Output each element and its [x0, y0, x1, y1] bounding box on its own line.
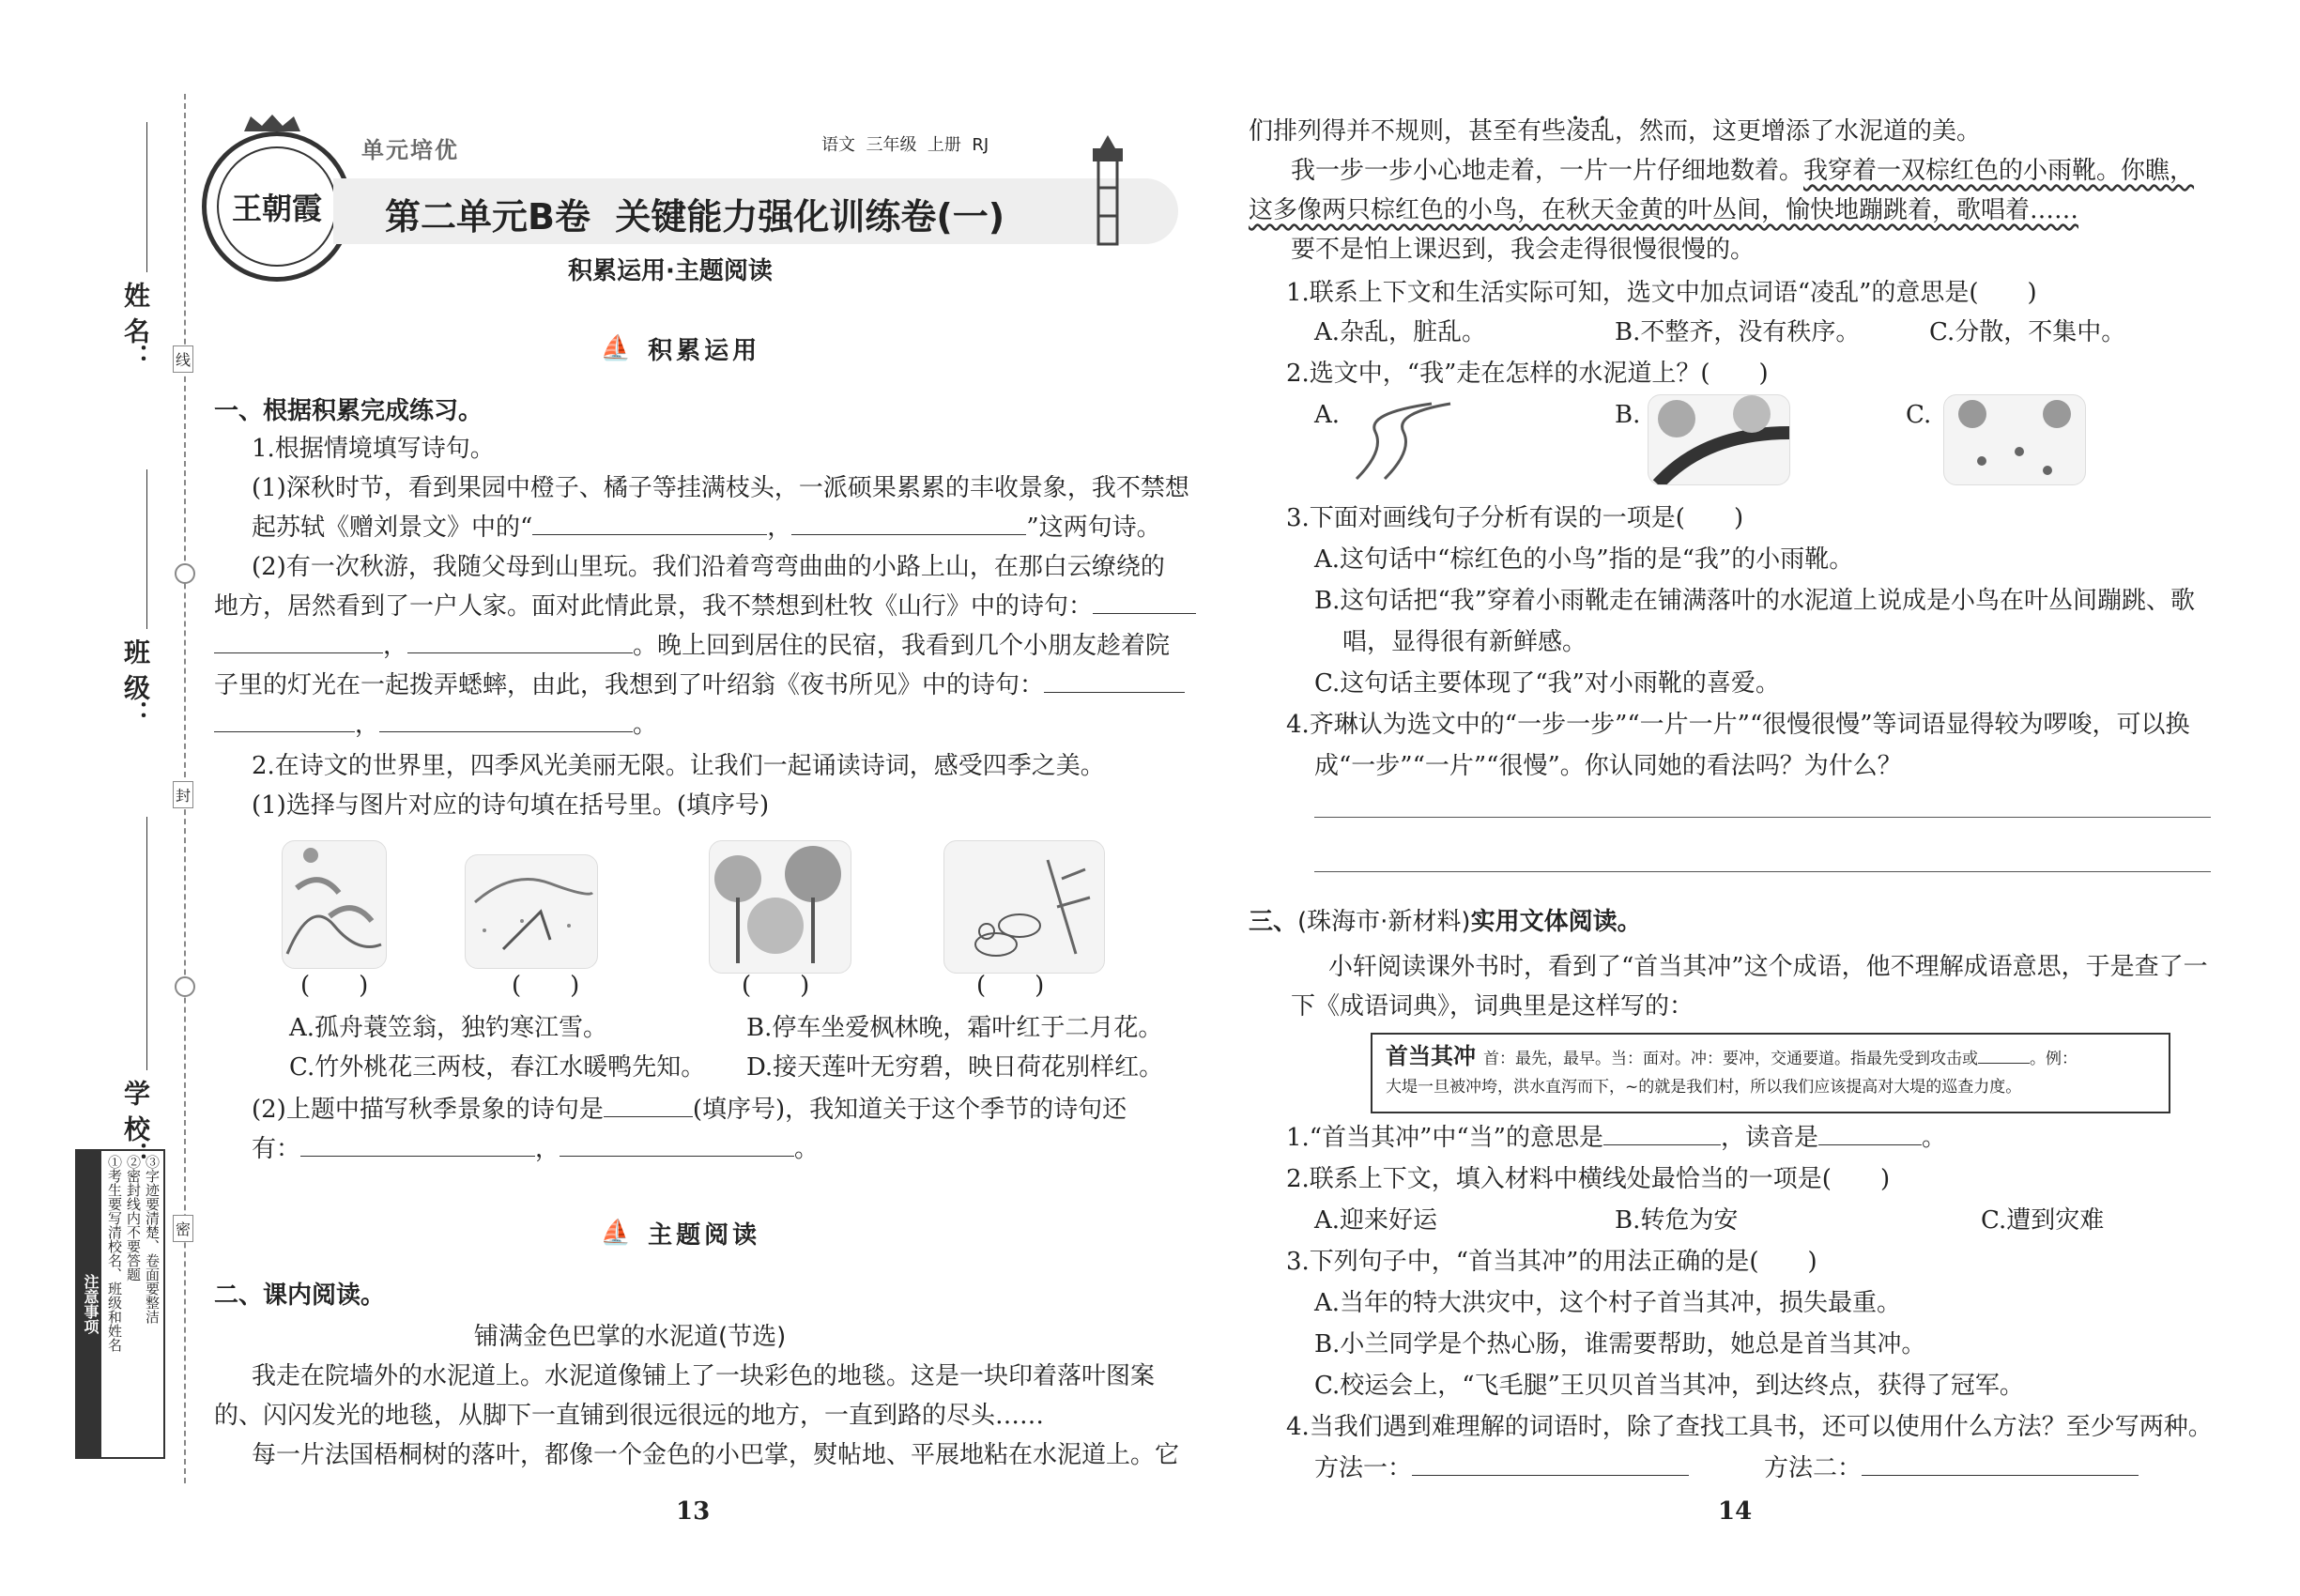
- s-q4-methods: 方法一： 方法二：: [1314, 1450, 2139, 1487]
- school-label: 学 校：: [120, 1080, 151, 1168]
- q3-p1-line1: 小轩阅读课外书时，看到了“首当其冲”这个成语，他不理解成语意思，于是查了一: [1328, 953, 2208, 981]
- q3-p1-line2: 下《成语词典》，词典里是这样写的：: [1291, 992, 1694, 1021]
- q1-2a: (1)选择与图片对应的诗句填在括号里。(填序号): [252, 791, 770, 820]
- brand-name: 王朝霞: [231, 191, 322, 226]
- q2-heading: 二、课内阅读。: [214, 1281, 386, 1310]
- picture-tree-road: [1648, 394, 1790, 485]
- notes-title: 注意事项: [77, 1151, 101, 1457]
- seal-char-2: 封: [173, 781, 193, 808]
- class-field[interactable]: [146, 469, 147, 629]
- dict-definition: 首：最先，最早。当：面对。冲：要冲，交通要道。指最先受到攻击或: [1483, 1050, 1978, 1068]
- name-label: 姓 名：: [120, 282, 151, 370]
- r-q1-a: A.杂乱，脏乱。: [1314, 318, 1487, 346]
- series-label: 单元培优: [361, 137, 459, 163]
- option-a: A.孤舟蓑笠翁，独钓寒江雪。: [289, 1014, 608, 1042]
- answer-blank[interactable]: [300, 1131, 535, 1157]
- seal-circle-2: [175, 976, 195, 997]
- sidebar: [0, 0, 192, 1596]
- q1-1b-line5: ， 。: [214, 706, 657, 744]
- boat-icon: ⛵: [600, 1219, 636, 1247]
- answer-blank[interactable]: [1603, 1120, 1721, 1145]
- seal-char-3: 密: [173, 1215, 193, 1242]
- dotted-word: • • 凌乱: [1566, 117, 1615, 146]
- answer-line[interactable]: [1314, 817, 2211, 818]
- s-q3-c: C.校运会上，“飞毛腿”王贝贝首当其冲，到达终点，获得了冠军。: [1314, 1372, 2024, 1400]
- r-q3-c: C.这句话主要体现了“我”对小雨靴的喜爱。: [1314, 669, 1780, 698]
- answer-blank[interactable]: [214, 628, 383, 653]
- q1-1: 1.根据情境填写诗句。: [252, 435, 495, 463]
- r-q1: 1.联系上下文和生活实际可知，选文中加点词语“凌乱”的意思是( ): [1286, 279, 2037, 307]
- note-2: ②密封线内不要答题: [125, 1155, 142, 1281]
- dict-word: 首当其冲: [1386, 1043, 1476, 1069]
- answer-blank[interactable]: [560, 1131, 794, 1157]
- brand-logo: [202, 131, 352, 282]
- page-number-right: 14: [1718, 1497, 1753, 1526]
- r-q4-line2: 成“一步”“一片”“很慢”。你认同她的看法吗？为什么？: [1314, 752, 1902, 780]
- q1-1b-line2: 地方，居然看到了一户人家。面对此情此景，我不禁想到杜牧《山行》中的诗句：: [214, 588, 1196, 625]
- s-q1: 1.“首当其冲”中“当”的意思是 ，读音是 。: [1286, 1119, 1946, 1157]
- picture-lotus: [465, 854, 598, 969]
- option-d: D.接天莲叶无穷碧，映日荷花别样红。: [746, 1053, 1164, 1082]
- dict-blank[interactable]: [1978, 1048, 2030, 1064]
- meta-label: 语文 三年级 上册 RJ: [821, 135, 989, 155]
- q1-2: 2.在诗文的世界里，四季风光美丽无限。让我们一起诵读诗词，感受四季之美。: [252, 752, 1105, 780]
- paren-1[interactable]: ( ): [300, 972, 369, 1000]
- r-q1-b: B.不整齐，没有秩序。: [1615, 318, 1861, 346]
- dict-example: 大堤一旦被冲垮，洪水直泻而下，~的就是我们村，所以我们应该提高对大堤的巡查力度。: [1386, 1078, 2022, 1097]
- answer-blank[interactable]: [1093, 589, 1196, 614]
- seal-char-1: 线: [173, 345, 193, 373]
- q1-1a-line1: (1)深秋时节，看到果园中橙子、橘子等挂满枝头，一派硕果累累的丰收景象，我不禁想: [252, 474, 1189, 502]
- answer-blank[interactable]: [791, 510, 1026, 535]
- dictionary-box: 首当其冲 首：最先，最早。当：面对。冲：要冲，交通要道。指最先受到攻击或 。例： 大堤一旦被冲垮，洪水直泻而下，~的就是我们村，所以我们应该提高对大堤的巡查力度。: [1371, 1033, 2170, 1113]
- lighthouse-icon: [1080, 131, 1136, 253]
- answer-blank[interactable]: [1818, 1120, 1922, 1145]
- crown-icon: [239, 113, 305, 133]
- r-q4-line1: 4.齐琳认为选文中的“一步一步”“一片一片”“很慢很慢”等词语显得较为啰唆，可以换: [1286, 711, 2190, 739]
- s-q2-c: C.遭到灾难: [1981, 1206, 2105, 1235]
- banner-theme-reading: ⛵ 主题阅读: [600, 1219, 761, 1250]
- passage-p2-line2: 们排列得并不规则，甚至有些• • 凌乱，然而，这更增添了水泥道的美。: [1249, 113, 1981, 150]
- s-q2: 2.联系上下文，填入材料中横线处最恰当的一项是( ): [1286, 1165, 1891, 1193]
- q1-1b-line1: (2)有一次秋游，我随父母到山里玩。我们沿着弯弯曲曲的小路上山，在那白云缭绕的: [252, 553, 1165, 581]
- r-q2-a: A.: [1314, 401, 1341, 429]
- r-q3-b-line1: B.这句话把“我”穿着小雨靴走在铺满落叶的水泥道上说成是小鸟在叶丛间蹦跳、歌: [1314, 587, 2195, 615]
- answer-blank[interactable]: [604, 1092, 693, 1117]
- note-3: ③字迹要清楚、卷面要整洁: [144, 1155, 161, 1324]
- page-subtitle: 积累运用·主题阅读: [568, 257, 773, 285]
- r-q1-c: C.分散，不集中。: [1929, 318, 2126, 346]
- answer-blank[interactable]: [1412, 1450, 1689, 1476]
- r-q2-c: C.: [1906, 401, 1932, 429]
- note-1: ①考生要写清校名、班级和姓名: [106, 1155, 123, 1352]
- q1-1b-line3: ， 。晚上回到居住的民宿，我看到几个小朋友趁着院: [214, 627, 1170, 665]
- passage-p1-line1: 我走在院墙外的水泥道上。水泥道像铺上了一块彩色的地毯。这是一块印着落叶图案: [252, 1362, 1156, 1390]
- boat-icon: ⛵: [600, 334, 636, 362]
- answer-blank[interactable]: [407, 628, 633, 653]
- s-q3: 3.下列句子中，“首当其冲”的用法正确的是( ): [1286, 1248, 1817, 1276]
- q1-2b-line2: 有： ， 。: [252, 1130, 819, 1168]
- picture-snow-fishing: [282, 840, 387, 969]
- passage-p3-line1: 我一步一步小心地走着，一片一片仔细地数着。我穿着一双棕红色的小雨靴。你瞧，: [1291, 157, 2195, 185]
- r-q3: 3.下面对画线句子分析有误的一项是( ): [1286, 504, 1744, 532]
- s-q2-b: B.转危为安: [1615, 1206, 1739, 1235]
- paren-3[interactable]: ( ): [742, 972, 810, 1000]
- s-q3-b: B.小兰同学是个热心肠，谁需要帮助，她总是首当其冲。: [1314, 1330, 1926, 1358]
- class-label: 班 级：: [120, 638, 151, 727]
- header: [202, 113, 1188, 300]
- q1-2b-line1: (2)上题中描写秋季景象的诗句是 (填序号)，我知道关于这个季节的诗句还: [252, 1091, 1127, 1128]
- answer-blank[interactable]: [214, 707, 355, 732]
- q1-heading: 一、根据积累完成练习。: [214, 397, 483, 425]
- s-q4: 4.当我们遇到难理解的词语时，除了查找工具书，还可以使用什么方法？至少写两种。: [1286, 1413, 2213, 1441]
- answer-line[interactable]: [1314, 871, 2211, 872]
- school-field[interactable]: [146, 817, 147, 1070]
- answer-blank[interactable]: [379, 707, 633, 732]
- r-q2: 2.选文中，“我”走在怎样的水泥道上？( ): [1286, 360, 1769, 388]
- option-b: B.停车坐爱枫林晚，霜叶红于二月花。: [746, 1014, 1163, 1042]
- notes-box: [75, 1149, 165, 1459]
- r-q3-b-line2: 唱，显得很有新鲜感。: [1342, 628, 1587, 656]
- banner-accumulation: ⛵ 积累运用: [600, 334, 761, 365]
- answer-blank[interactable]: [1044, 668, 1185, 693]
- page-number-left: 13: [676, 1497, 711, 1526]
- s-q3-a: A.当年的特大洪灾中，这个村子首当其冲，损失最重。: [1314, 1289, 1902, 1317]
- passage-p3-line2: 这多像两只棕红色的小鸟，在秋天金黄的叶丛间，愉快地蹦跳着，歌唱着……: [1249, 196, 2079, 224]
- q1-1a-line2: 起苏轼《赠刘景文》中的“ ， ”这两句诗。: [252, 509, 1161, 546]
- r-q3-a: A.这句话中“棕红色的小鸟”指的是“我”的小雨靴。: [1314, 545, 1854, 574]
- picture-maple: [709, 840, 851, 974]
- paren-4[interactable]: ( ): [976, 972, 1045, 1000]
- page-title: 第二单元B卷 关键能力强化训练卷(一): [385, 196, 1005, 238]
- r-q2-b: B.: [1615, 401, 1641, 429]
- name-field[interactable]: [146, 122, 147, 272]
- answer-blank[interactable]: [1862, 1450, 2139, 1476]
- answer-blank[interactable]: [532, 510, 767, 535]
- underlined-sentence: 我穿着一双棕红色的小雨靴。你瞧，: [1803, 157, 2195, 185]
- s-q2-a: A.迎来好运: [1314, 1206, 1438, 1235]
- picture-leafy-path: [1943, 394, 2086, 485]
- seal-circle-1: [175, 563, 195, 584]
- passage-p4: 要不是怕上课迟到，我会走得很慢很慢的。: [1291, 236, 1756, 264]
- passage-p2-line1: 每一片法国梧桐树的落叶，都像一个金色的小巴掌，熨帖地、平展地粘在水泥道上。它: [252, 1441, 1180, 1469]
- picture-spring-duck: [943, 840, 1105, 974]
- passage-p1-line2: 的、闪闪发光的地毯，从脚下一直铺到很远很远的地方，一直到路的尽头……: [214, 1402, 1045, 1430]
- picture-winding-path: [1347, 394, 1464, 483]
- paren-2[interactable]: ( ): [512, 972, 580, 1000]
- option-c: C.竹外桃花三两枝，春江水暖鸭先知。: [289, 1053, 706, 1082]
- passage-title: 铺满金色巴掌的水泥道(节选): [474, 1323, 787, 1351]
- q1-1b-line4: 子里的灯光在一起拨弄蟋蟀，由此，我想到了叶绍翁《夜书所见》中的诗句：: [214, 667, 1185, 704]
- q3-heading: 三、(珠海市·新材料)实用文体阅读。: [1249, 908, 1642, 936]
